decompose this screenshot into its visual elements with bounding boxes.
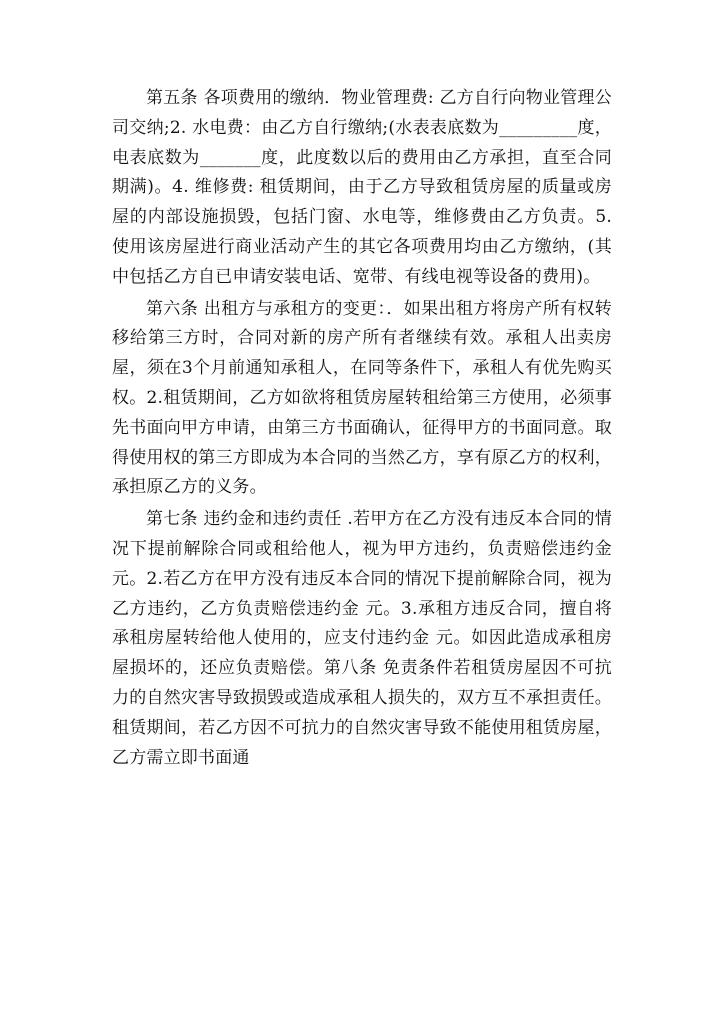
article-7-paragraph: 第七条 违约金和违约责任 .若甲方在乙方没有违反本合同的情况下提前解除合同或租给他人，视为甲方违约，负责赔偿违约金 元。2.若乙方在甲方没有违反本合同的情况下提前解除合同，视为乙方违约，乙方负责赔偿违约金 元。3.承租方违反合同，擅自将承租房屋转给他人使用的，应支付违约金 元。如因此造成承租房屋损坏的，还应负责赔偿。第八条 免责条件若租赁房屋因不可抗力的自然灾害导致损毁或造成承租人损失的，双方互不承担责任。租赁期间，若乙方因不可抗力的自然灾害导致不能使用租赁房屋，乙方需立即书面通 bbox=[112, 509, 612, 768]
article-6-paragraph: 第六条 出租方与承租方的变更：．如果出租方将房产所有权转移给第三方时，合同对新的房产所有者继续有效。承租人出卖房屋，须在3个月前通知承租人，在同等条件下，承租人有优先购买权。2.租赁期间，乙方如欲将租赁房屋转租给第三方使用，必须事先书面向甲方申请，由第三方书面确认，征得甲方的书面同意。取得使用权的第三方即成为本合同的当然乙方，享有原乙方的权利，承担原乙方的义务。 bbox=[112, 298, 612, 498]
document-page bbox=[112, 84, 612, 775]
article-5-paragraph: 第五条 各项费用的缴纳．物业管理费: 乙方自行向物业管理公司交纳;2. 水电费：由乙方自行缴纳;(水表表底数为_________度，电表底数为_______度，此度数以后的费用由乙方承担，直至合同期满)。4. 维修费: 租赁期间，由于乙方导致租赁房屋的质量或房屋的内部设施损毁，包括门窗、水电等，维修费由乙方负责。5. 使用该房屋进行商业活动产生的其它各项费用均由乙方缴纳，(其中包括乙方自已申请安装电话、宽带、有线电视等设备的费用)。 bbox=[112, 88, 612, 287]
